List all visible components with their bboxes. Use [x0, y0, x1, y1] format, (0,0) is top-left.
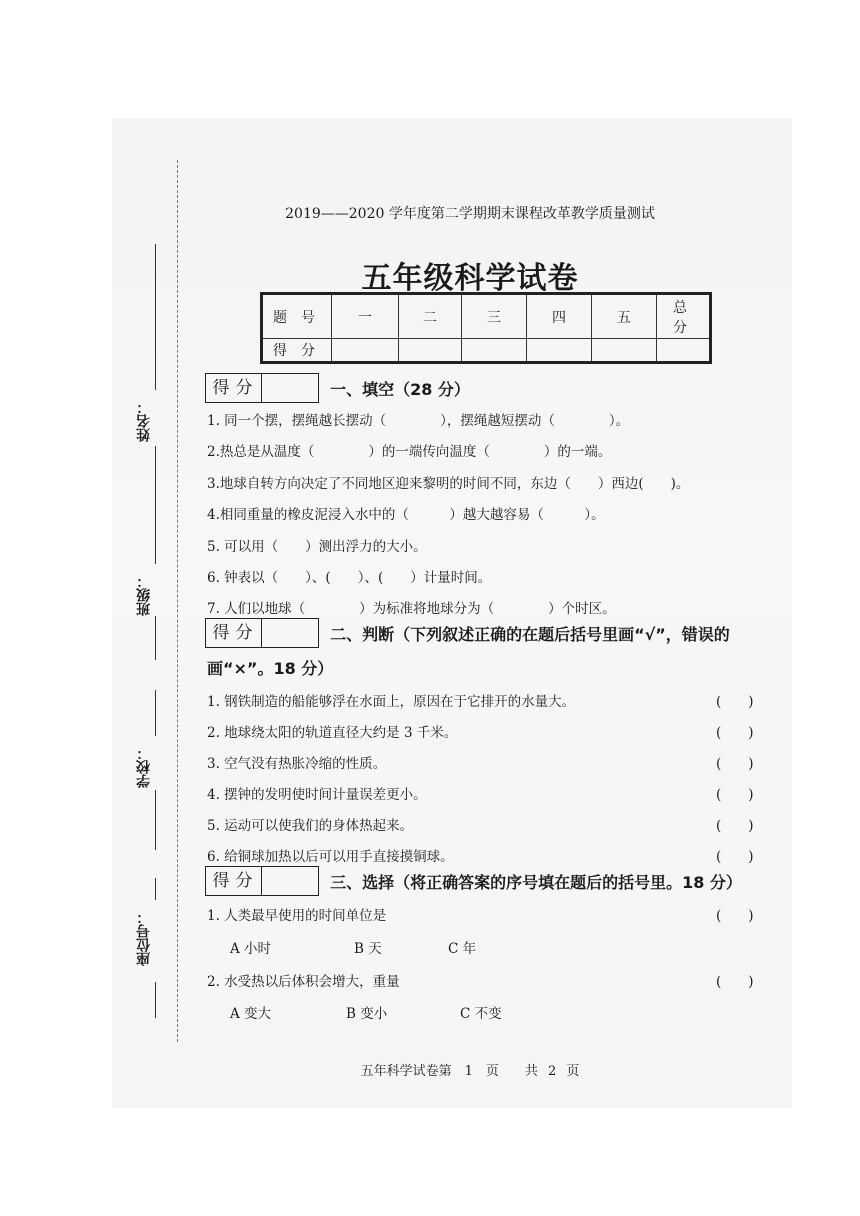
school-field	[134, 690, 174, 850]
answer-bracket[interactable]: ( )	[716, 908, 754, 924]
exam-subtitle: 2019——2020 学年度第二学期期末课程改革教学质量测试	[285, 206, 655, 222]
section2-title-continued: 画“×”。18 分）	[207, 659, 334, 678]
answer-bracket[interactable]: ( )	[716, 818, 754, 834]
school-write-line[interactable]	[155, 690, 156, 736]
fill-question: 1. 同一个摆，摆绳越长摆动（ ），摆绳越短摆动（ ）。	[207, 413, 630, 429]
class-field	[134, 470, 174, 660]
choice-option: B 天	[354, 941, 382, 957]
score-box-label: 得分	[206, 374, 262, 402]
choice-option: C 不变	[460, 1006, 502, 1022]
judge-question: 5. 运动可以使我们的身体热起来。	[207, 818, 414, 834]
fill-question: 3.地球自转方向决定了不同地区迎来黎明的时间不同，东边（ ）西边( )。	[207, 476, 690, 492]
score-box-label: 得分	[206, 867, 262, 895]
score-entry-cell[interactable]	[657, 339, 711, 363]
section1-title: 一、填空（28 分）	[330, 379, 470, 399]
class-label: 班级：	[136, 574, 152, 616]
seat-write-line[interactable]	[155, 878, 156, 900]
score-table-cell: 总分	[657, 294, 711, 339]
score-entry-cell[interactable]	[399, 339, 462, 363]
name-label: 姓名：	[136, 400, 152, 442]
binding-dashed-line	[177, 160, 178, 1042]
score-table-cell: 三	[462, 294, 527, 339]
section1-header	[205, 373, 470, 403]
choice-option: A 变大	[230, 1006, 272, 1022]
score-box-label: 得分	[206, 619, 262, 647]
section2-score-box	[205, 618, 319, 648]
fill-question: 4.相同重量的橡皮泥浸入水中的（ ）越大越容易（ ）。	[207, 507, 605, 523]
score-entry-cell[interactable]	[332, 339, 399, 363]
name-write-line[interactable]	[155, 244, 156, 390]
section2-title: 二、判断（下列叙述正确的在题后括号里画“√”，错误的	[330, 624, 730, 644]
judge-question: 2. 地球绕太阳的轨道直径大约是 3 千米。	[207, 725, 458, 741]
choice-option: C 年	[448, 941, 477, 957]
name-line-tail	[155, 446, 156, 470]
score-table-cell: 一	[332, 294, 399, 339]
fill-question: 7. 人们以地球（ ）为标准将地球分为（ ）个时区。	[207, 601, 616, 617]
answer-bracket[interactable]: ( )	[716, 756, 754, 772]
choice-option: B 变小	[346, 1006, 388, 1022]
choice-option: A 小时	[230, 941, 272, 957]
seat-label: 座位号：	[136, 910, 152, 966]
score-entry-cell[interactable]	[527, 339, 592, 363]
exam-title: 五年级科学试卷	[361, 261, 579, 296]
school-line-tail	[155, 790, 156, 850]
judge-question: 6. 给铜球加热以后可以用手直接摸铜球。	[207, 849, 454, 865]
answer-bracket[interactable]: ( )	[716, 725, 754, 741]
score-box-blank[interactable]	[262, 619, 318, 647]
score-table-score-row	[262, 339, 711, 363]
score-box-blank[interactable]	[262, 867, 318, 895]
answer-bracket[interactable]: ( )	[716, 787, 754, 803]
seat-line-tail	[155, 982, 156, 1018]
judge-question: 3. 空气没有热胀冷缩的性质。	[207, 756, 387, 772]
section1-score-box	[205, 373, 319, 403]
score-table-header-row	[262, 294, 711, 339]
school-label: 学校：	[136, 746, 152, 788]
section2-header	[205, 618, 730, 648]
score-table-cell: 得分	[262, 339, 332, 363]
answer-bracket[interactable]: ( )	[716, 974, 754, 990]
score-table	[260, 292, 712, 364]
page-footer: 五年科学试卷第 1 页 共 2 页	[360, 1064, 580, 1079]
judge-question: 4. 摆钟的发明使时间计量误差更小。	[207, 787, 427, 803]
score-entry-cell[interactable]	[592, 339, 657, 363]
class-line-tail	[155, 616, 156, 660]
choice-question: 2. 水受热以后体积会增大，重量	[207, 974, 400, 990]
answer-bracket[interactable]: ( )	[716, 849, 754, 865]
answer-bracket[interactable]: ( )	[716, 694, 754, 710]
fill-question: 5. 可以用（ ）测出浮力的大小。	[207, 539, 427, 555]
score-table-cell: 五	[592, 294, 657, 339]
score-box-blank[interactable]	[262, 374, 318, 402]
judge-question: 1. 钢铁制造的船能够浮在水面上，原因在于它排开的水量大。	[207, 694, 576, 710]
name-field	[134, 244, 174, 470]
score-table-cell: 二	[399, 294, 462, 339]
section3-score-box	[205, 866, 319, 896]
score-table-cell: 题号	[262, 294, 332, 339]
section3-header	[205, 866, 742, 896]
fill-question: 2.热总是从温度（ ）的一端传向温度（ ）的一端。	[207, 444, 612, 460]
choice-question: 1. 人类最早使用的时间单位是	[207, 908, 387, 924]
score-table-cell: 四	[527, 294, 592, 339]
fill-question: 6. 钟表以（ ）、( ）、( ）计量时间。	[207, 570, 492, 586]
seat-field	[134, 878, 174, 1018]
class-write-line[interactable]	[155, 470, 156, 564]
score-entry-cell[interactable]	[462, 339, 527, 363]
section3-title: 三、选择（将正确答案的序号填在题后的括号里。18 分）	[330, 872, 742, 892]
